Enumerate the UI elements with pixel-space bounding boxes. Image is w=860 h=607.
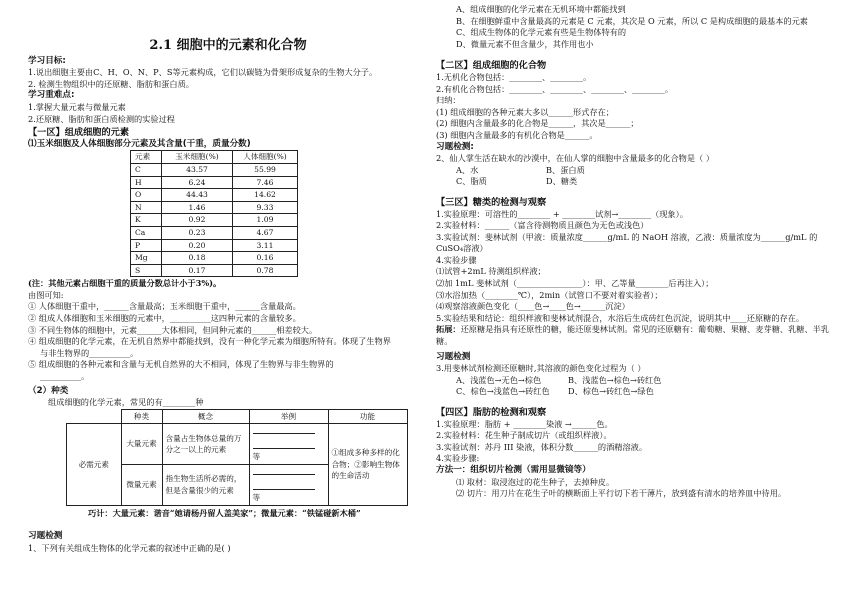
section-2-heading: 【二区】组成细胞的化合物 [436,60,547,72]
table-caption: ⑴玉米细胞及人体细胞部分元素及其含量(干重，质量分数) [28,138,251,149]
element-table [130,150,298,277]
kinds-heading: （2）种类 [28,385,69,396]
cell: 0.18 [162,252,233,265]
method-step-2: ⑵ 切片：用刀片在花生子叶的横断面上平行切下若干薄片，放到盛有清水的培养皿中待用。 [456,488,787,499]
kth-concept: 概念 [162,409,249,424]
section-1-heading: 【一区】组成细胞的元素 [28,127,130,139]
cell: 43.57 [162,163,233,176]
cell: 44.43 [162,189,233,202]
sugar-step-1: ⑴试管+2mL 待测组织样液； [436,266,546,277]
q2-option-c: C、脂质 [456,176,487,187]
cell: S [131,264,162,277]
blank-line [253,440,315,449]
kth-function: 功能 [328,409,407,424]
blank-line [253,466,315,475]
point-3: ③ 不同生物体的细胞中，元素______大体相同，但同种元素的______相差较大。 [28,324,318,335]
sugar-step-3: ⑶水浴加热（________℃），2min（试管口不要对着实验者）； [436,289,663,300]
extension-label: 拓展： [436,324,461,335]
cell: 7.46 [233,176,298,189]
summary-3: (3) 细胞内含量最多的有机化合物是______。 [436,129,598,140]
blank-line [253,481,315,490]
cell: C [131,163,162,176]
big-example [249,424,328,465]
goals-heading: 学习目标: [28,55,66,66]
summary-1: (1) 组成细胞的各种元素大多以______形式存在； [436,106,614,117]
cell: P [131,239,162,252]
section-4-heading: 【四区】脂肪的检测和观察 [436,407,547,418]
cell: 0.23 [162,226,233,239]
blank-line [253,425,315,434]
kth-kind: 种类 [121,409,162,424]
compound-2: 2.有机化合物包括：________、________、________、________。 [436,83,674,94]
kinds-table [66,409,408,506]
micro-label: 微量元素 [121,465,162,506]
q1-option-a: A、组成细胞的化学元素在无机环境中都能找到 [456,4,626,14]
q2-option-d: D、糖类 [546,176,578,187]
goal-2: 2. 检测生物组织中的还原糖、脂肪和蛋白质。 [28,78,194,89]
method-1: 方法一：组织切片检测（需用显微镜等） [436,464,591,475]
sugar-4: 4.实验步骤 [436,254,477,265]
blank-cell [67,409,122,424]
compound-1: 1.无机化合物包括：________、________。 [436,71,592,82]
point-2: ② 组成人体细胞和玉米细胞的元素中，__________这四种元素的含量较多。 [28,313,301,324]
cell: 0.16 [233,252,298,265]
q1-option-b: B、在细胞鲜重中含量最高的元素是 C 元素，其次是 O 元素，所以 C 是构成细胞的最基本的元素 [456,15,808,26]
fat-2: 2.实验材料：花生种子制成切片（或组织样液）。 [436,430,612,441]
quiz-question-3: 3.用斐林试剂检测还原糖时,其溶液的颜色变化过程为（ ） [436,363,646,374]
cell: 14.62 [233,189,298,202]
table-row [131,226,298,239]
th-human: 人体细胞(%) [233,151,298,164]
cell: 9.33 [233,201,298,214]
fat-4: 4.实验步骤: [436,453,480,464]
right-column [436,4,836,500]
micro-example [249,465,328,506]
q2-option-a: A、水 [456,164,479,175]
cell: 3.11 [233,239,298,252]
q2-options-row1 [436,165,836,177]
cell: 0.20 [162,239,233,252]
point-4b: 与非生物界的__________。 [40,347,139,358]
cell: Ca [131,226,162,239]
q3-options-row1 [436,375,836,387]
point-1: ① 人体细胞干重中，______含量最高；玉米细胞干重中，______含量最高。 [28,301,301,312]
extension-text: 还原糖是指具有还原性的糖，能还原斐林试剂。常见的还原糖有：葡萄糖、果糖、麦芽糖、乳糖、半乳糖。 [436,324,830,347]
th-corn: 玉米细胞(%) [162,151,233,164]
q3-option-a: A、浅蓝色→无色→棕色 [456,374,542,385]
cell: K [131,214,162,227]
summary-heading: 归纳： [436,95,461,106]
cell: 1.09 [233,214,298,227]
table-row [131,214,298,227]
quiz3-heading: 习题检测 [436,351,471,362]
sugar-5: 5.实验结果和结论：组织样液和斐林试剂混合，水浴后生成砖红色沉淀，说明其中____还原糖的存在。 [436,312,805,323]
point-4: ④ 组成细胞的化学元素，在无机自然界中都能找到，没有一种化学元素为细胞所特有。体现了生物界 [28,336,391,347]
q1-option-c: C、组成生物体的化学元素有些是生物体特有的 [456,27,627,38]
table-row [131,163,298,176]
table-note: (注：其他元素占细胞干重的质量分数总计小于3%)。 [28,278,222,289]
quiz-question-1: 1、下列有关组成生物体的化学元素的叙述中正确的是( ) [28,542,231,553]
q3-option-c: C、棕色→浅蓝色→砖红色 [456,386,550,397]
cell: 1.46 [162,201,233,214]
quiz-question-2: 2、仙人掌生活在缺水的沙漠中，在仙人掌的细胞中含量最多的化合物是（ ） [436,153,715,164]
kinds-intro: 组成细胞的化学元素，常见的有________种 [48,397,204,408]
cell: 0.92 [162,214,233,227]
fat-3: 3.实验试剂：苏丹 III 染液，体积分数______的酒精溶液。 [436,441,648,452]
keys-heading: 学习重难点: [28,90,75,101]
q1-option-d: D、微量元素不但含量少，其作用也小 [456,38,594,49]
table-row [131,189,298,202]
kth-example: 举例 [249,409,328,424]
method-step-1: ⑴ 取材：取浸泡过的花生种子，去掉种皮。 [456,476,615,487]
cell: 0.78 [233,264,298,277]
fat-1: 1.实验原理：脂肪 + ________染液 →______色。 [436,418,613,429]
goal-1: 1.说出细胞主要由C、H、O、N、P、S等元素构成，它们以碳链为骨架形成复杂的生物大分子。 [28,67,378,78]
big-example-suffix: 等 [252,452,261,462]
cell: 6.24 [162,176,233,189]
memory-tip: 巧计：大量元素：谐音“她请杨丹留人盖美家”；微量元素：“铁锰碰新木桶” [88,507,361,518]
cell: 0.17 [162,264,233,277]
sugar-step-2: ⑵加 1mL 斐林试剂（________________）：甲、乙等量________后再注入）； [436,278,714,289]
cell: N [131,201,162,214]
kinds-header-row [67,409,408,424]
table-row [131,252,298,265]
summary-2: (2) 细胞内含量最多的化合物是______，其次是______； [436,118,639,129]
essential-label: 必需元素 [67,424,122,505]
sugar-1: 1.实验原理：可溶性的________ + ________试剂→________（现象）。 [436,208,688,219]
table-header-row [131,151,298,164]
q3-option-b: B、浅蓝色→棕色→砖红色 [568,374,662,385]
q3-options-row2 [436,386,836,398]
left-column [28,0,428,554]
cell: O [131,189,162,202]
key-2: 2.还原糖、脂肪和蛋白质检测的实验过程 [28,113,175,124]
table-row [131,264,298,277]
kinds-function: ①组成多种多样的化合物；②影响生物体的生命活动 [328,424,407,505]
table-row [131,239,298,252]
cell: 4.67 [233,226,298,239]
table-row [131,176,298,189]
micro-def: 指生物生活所必需的，但是含量很少的元素 [162,465,249,506]
big-def: 含量占生物体总量的万分之一以上的元素 [162,424,249,465]
big-label: 大量元素 [121,424,162,465]
cell: Mg [131,252,162,265]
micro-example-suffix: 等 [252,493,261,502]
kinds-row-big [67,424,408,465]
sugar-3: 3.实验试剂：斐林试剂（甲液：质量浓度______g/mL 的 NaOH 溶液，乙液：质量浓度为______g/mL 的 [436,231,818,242]
cell: 55.99 [233,163,298,176]
q3-option-d: D、棕色→砖红色→绿色 [568,386,654,397]
page-title: 2.1 细胞中的元素和化合物 [149,38,307,53]
q2-option-b: B、蛋白质 [546,164,585,175]
from-table: 由图可知: [28,289,64,300]
section-3-heading: 【三区】糖类的检测与观察 [436,196,547,208]
q2-options-row2 [436,176,836,188]
quiz2-heading: 习题检测: [436,141,474,152]
sugar-step-4: ⑷观察溶液颜色变化（____色→____色→______沉淀） [436,301,630,312]
sugar-3b: CuSO₄溶液） [436,243,488,254]
extension [436,324,836,347]
th-element: 元素 [131,151,162,164]
sugar-2: 2.实验材料：______（富含待测物质且颜色为无色或浅色） [436,220,649,231]
cell: H [131,176,162,189]
table-row [131,201,298,214]
quiz-heading: 习题检测 [28,531,63,542]
point-5b: __________。 [40,371,90,382]
point-5: ⑤ 组成细胞的各种元素和含量与无机自然界的大不相同，体现了生物界与非生物界的 [28,359,334,370]
key-1: 1.掌握大量元素与微量元素 [28,101,126,112]
